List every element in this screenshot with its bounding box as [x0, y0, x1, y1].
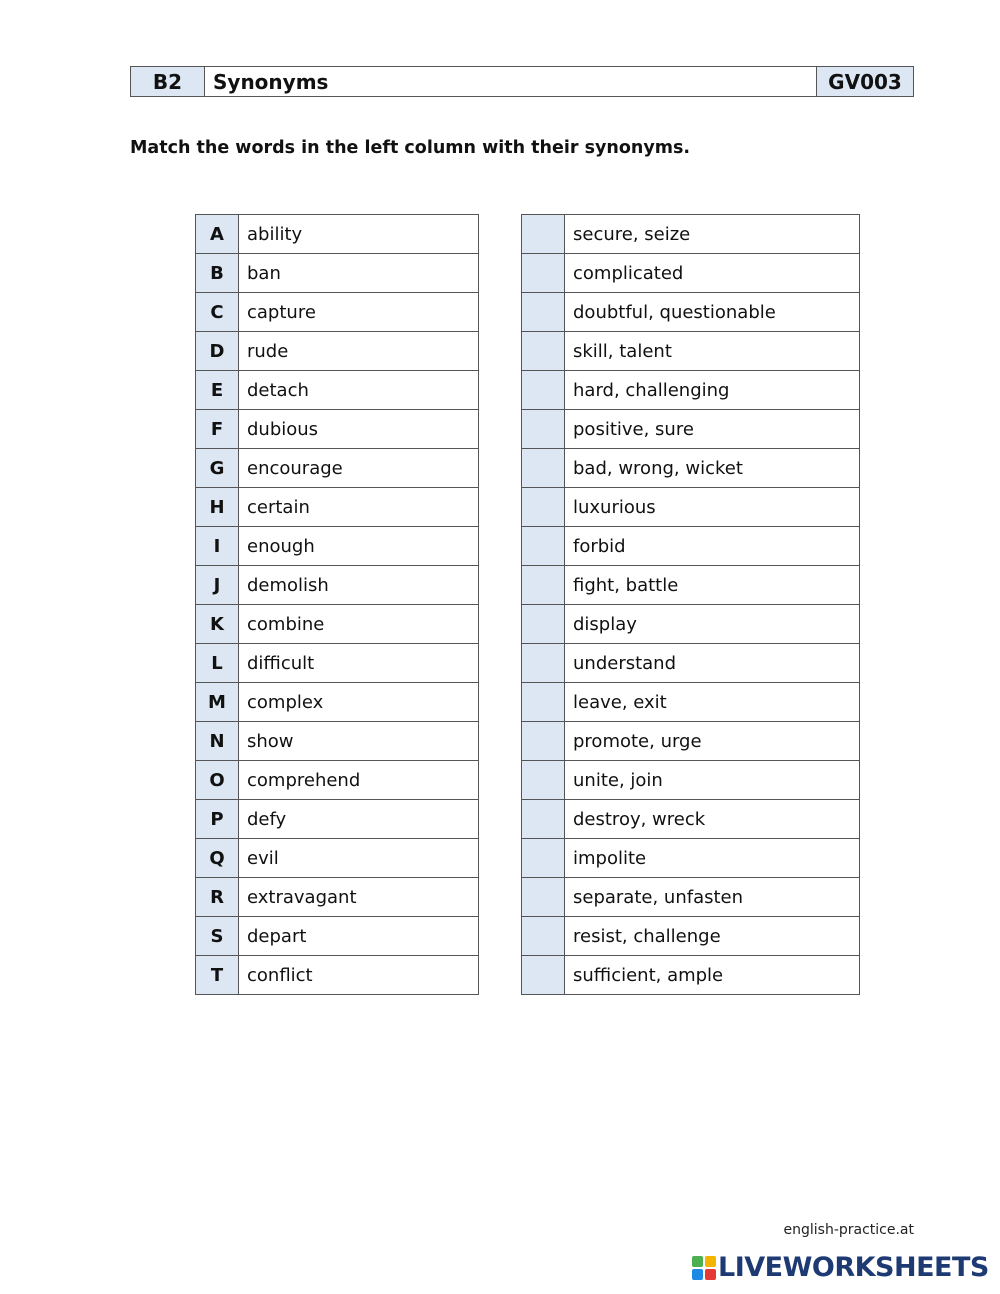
table-row: [196, 644, 479, 683]
table-row: [196, 800, 479, 839]
table-row: [522, 761, 860, 800]
row-synonym: understand: [565, 644, 860, 683]
row-synonym: forbid: [565, 527, 860, 566]
liveworksheets-logo[interactable]: [692, 1252, 989, 1283]
row-synonym: destroy, wreck: [565, 800, 860, 839]
table-row: [522, 527, 860, 566]
row-synonym: positive, sure: [565, 410, 860, 449]
row-synonym: display: [565, 605, 860, 644]
row-word: encourage: [239, 449, 479, 488]
row-synonym: doubtful, questionable: [565, 293, 860, 332]
row-letter: R: [196, 878, 239, 917]
answer-box[interactable]: [522, 371, 565, 410]
answer-box[interactable]: [522, 878, 565, 917]
answer-box[interactable]: [522, 761, 565, 800]
row-synonym: bad, wrong, wicket: [565, 449, 860, 488]
table-row: [522, 644, 860, 683]
table-row: [522, 917, 860, 956]
row-letter: B: [196, 254, 239, 293]
table-row: [196, 683, 479, 722]
answer-box[interactable]: [522, 449, 565, 488]
table-row: [196, 527, 479, 566]
row-synonym: complicated: [565, 254, 860, 293]
row-synonym: promote, urge: [565, 722, 860, 761]
table-row: [196, 917, 479, 956]
row-word: capture: [239, 293, 479, 332]
table-row: [522, 410, 860, 449]
answer-box[interactable]: [522, 566, 565, 605]
row-word: rude: [239, 332, 479, 371]
row-synonym: luxurious: [565, 488, 860, 527]
row-letter: P: [196, 800, 239, 839]
answer-box[interactable]: [522, 254, 565, 293]
answer-box[interactable]: [522, 215, 565, 254]
row-word: show: [239, 722, 479, 761]
answer-box[interactable]: [522, 488, 565, 527]
row-letter: H: [196, 488, 239, 527]
worksheet-code: GV003: [816, 67, 913, 96]
brand-name: LIVEWORKSHEETS: [718, 1252, 989, 1283]
row-letter: A: [196, 215, 239, 254]
row-word: conflict: [239, 956, 479, 995]
table-row: [196, 254, 479, 293]
answer-box[interactable]: [522, 839, 565, 878]
row-word: difficult: [239, 644, 479, 683]
answer-box[interactable]: [522, 683, 565, 722]
row-synonym: separate, unfasten: [565, 878, 860, 917]
table-row: [196, 761, 479, 800]
answer-box[interactable]: [522, 722, 565, 761]
row-synonym: unite, join: [565, 761, 860, 800]
table-row: [522, 293, 860, 332]
row-word: evil: [239, 839, 479, 878]
row-letter: C: [196, 293, 239, 332]
liveworksheets-icon: [692, 1256, 716, 1280]
row-letter: J: [196, 566, 239, 605]
table-row: [522, 254, 860, 293]
row-synonym: sufficient, ample: [565, 956, 860, 995]
answer-box[interactable]: [522, 644, 565, 683]
instruction-text: Match the words in the left column with their synonyms.: [130, 138, 691, 158]
table-row: [196, 371, 479, 410]
table-row: [196, 293, 479, 332]
row-letter: O: [196, 761, 239, 800]
row-letter: L: [196, 644, 239, 683]
row-word: certain: [239, 488, 479, 527]
table-row: [522, 956, 860, 995]
table-row: [522, 371, 860, 410]
row-word: detach: [239, 371, 479, 410]
row-synonym: impolite: [565, 839, 860, 878]
table-row: [522, 605, 860, 644]
row-word: dubious: [239, 410, 479, 449]
source-credit: english-practice.at: [783, 1222, 914, 1238]
row-letter: I: [196, 527, 239, 566]
table-row: [522, 332, 860, 371]
row-letter: E: [196, 371, 239, 410]
row-word: demolish: [239, 566, 479, 605]
table-row: [196, 839, 479, 878]
table-row: [196, 488, 479, 527]
row-letter: M: [196, 683, 239, 722]
row-letter: T: [196, 956, 239, 995]
row-synonym: hard, challenging: [565, 371, 860, 410]
table-row: [196, 410, 479, 449]
row-word: depart: [239, 917, 479, 956]
row-word: ban: [239, 254, 479, 293]
table-row: [196, 956, 479, 995]
row-synonym: secure, seize: [565, 215, 860, 254]
row-letter: D: [196, 332, 239, 371]
row-letter: K: [196, 605, 239, 644]
table-row: [522, 800, 860, 839]
answer-box[interactable]: [522, 800, 565, 839]
answer-box[interactable]: [522, 527, 565, 566]
answer-box[interactable]: [522, 332, 565, 371]
answer-box[interactable]: [522, 293, 565, 332]
answer-box[interactable]: [522, 410, 565, 449]
worksheet-header: [130, 66, 914, 97]
table-row: [196, 566, 479, 605]
table-row: [522, 878, 860, 917]
row-word: defy: [239, 800, 479, 839]
row-synonym: resist, challenge: [565, 917, 860, 956]
table-row: [196, 722, 479, 761]
table-row: [522, 722, 860, 761]
table-row: [522, 683, 860, 722]
table-row: [522, 566, 860, 605]
row-word: combine: [239, 605, 479, 644]
words-table: [195, 214, 479, 995]
worksheet-title: Synonyms: [213, 69, 329, 94]
row-word: complex: [239, 683, 479, 722]
row-word: comprehend: [239, 761, 479, 800]
table-row: [196, 605, 479, 644]
table-row: [522, 488, 860, 527]
answer-box[interactable]: [522, 956, 565, 995]
row-word: enough: [239, 527, 479, 566]
table-row: [196, 878, 479, 917]
row-letter: Q: [196, 839, 239, 878]
row-letter: G: [196, 449, 239, 488]
row-synonym: fight, battle: [565, 566, 860, 605]
table-row: [522, 215, 860, 254]
row-letter: N: [196, 722, 239, 761]
answer-box[interactable]: [522, 917, 565, 956]
level-label: B2: [131, 67, 205, 96]
table-row: [522, 839, 860, 878]
row-synonym: leave, exit: [565, 683, 860, 722]
answer-box[interactable]: [522, 605, 565, 644]
row-word: ability: [239, 215, 479, 254]
row-synonym: skill, talent: [565, 332, 860, 371]
table-row: [196, 215, 479, 254]
table-row: [196, 332, 479, 371]
synonyms-table: [521, 214, 860, 995]
row-letter: F: [196, 410, 239, 449]
table-row: [522, 449, 860, 488]
table-row: [196, 449, 479, 488]
row-word: extravagant: [239, 878, 479, 917]
row-letter: S: [196, 917, 239, 956]
